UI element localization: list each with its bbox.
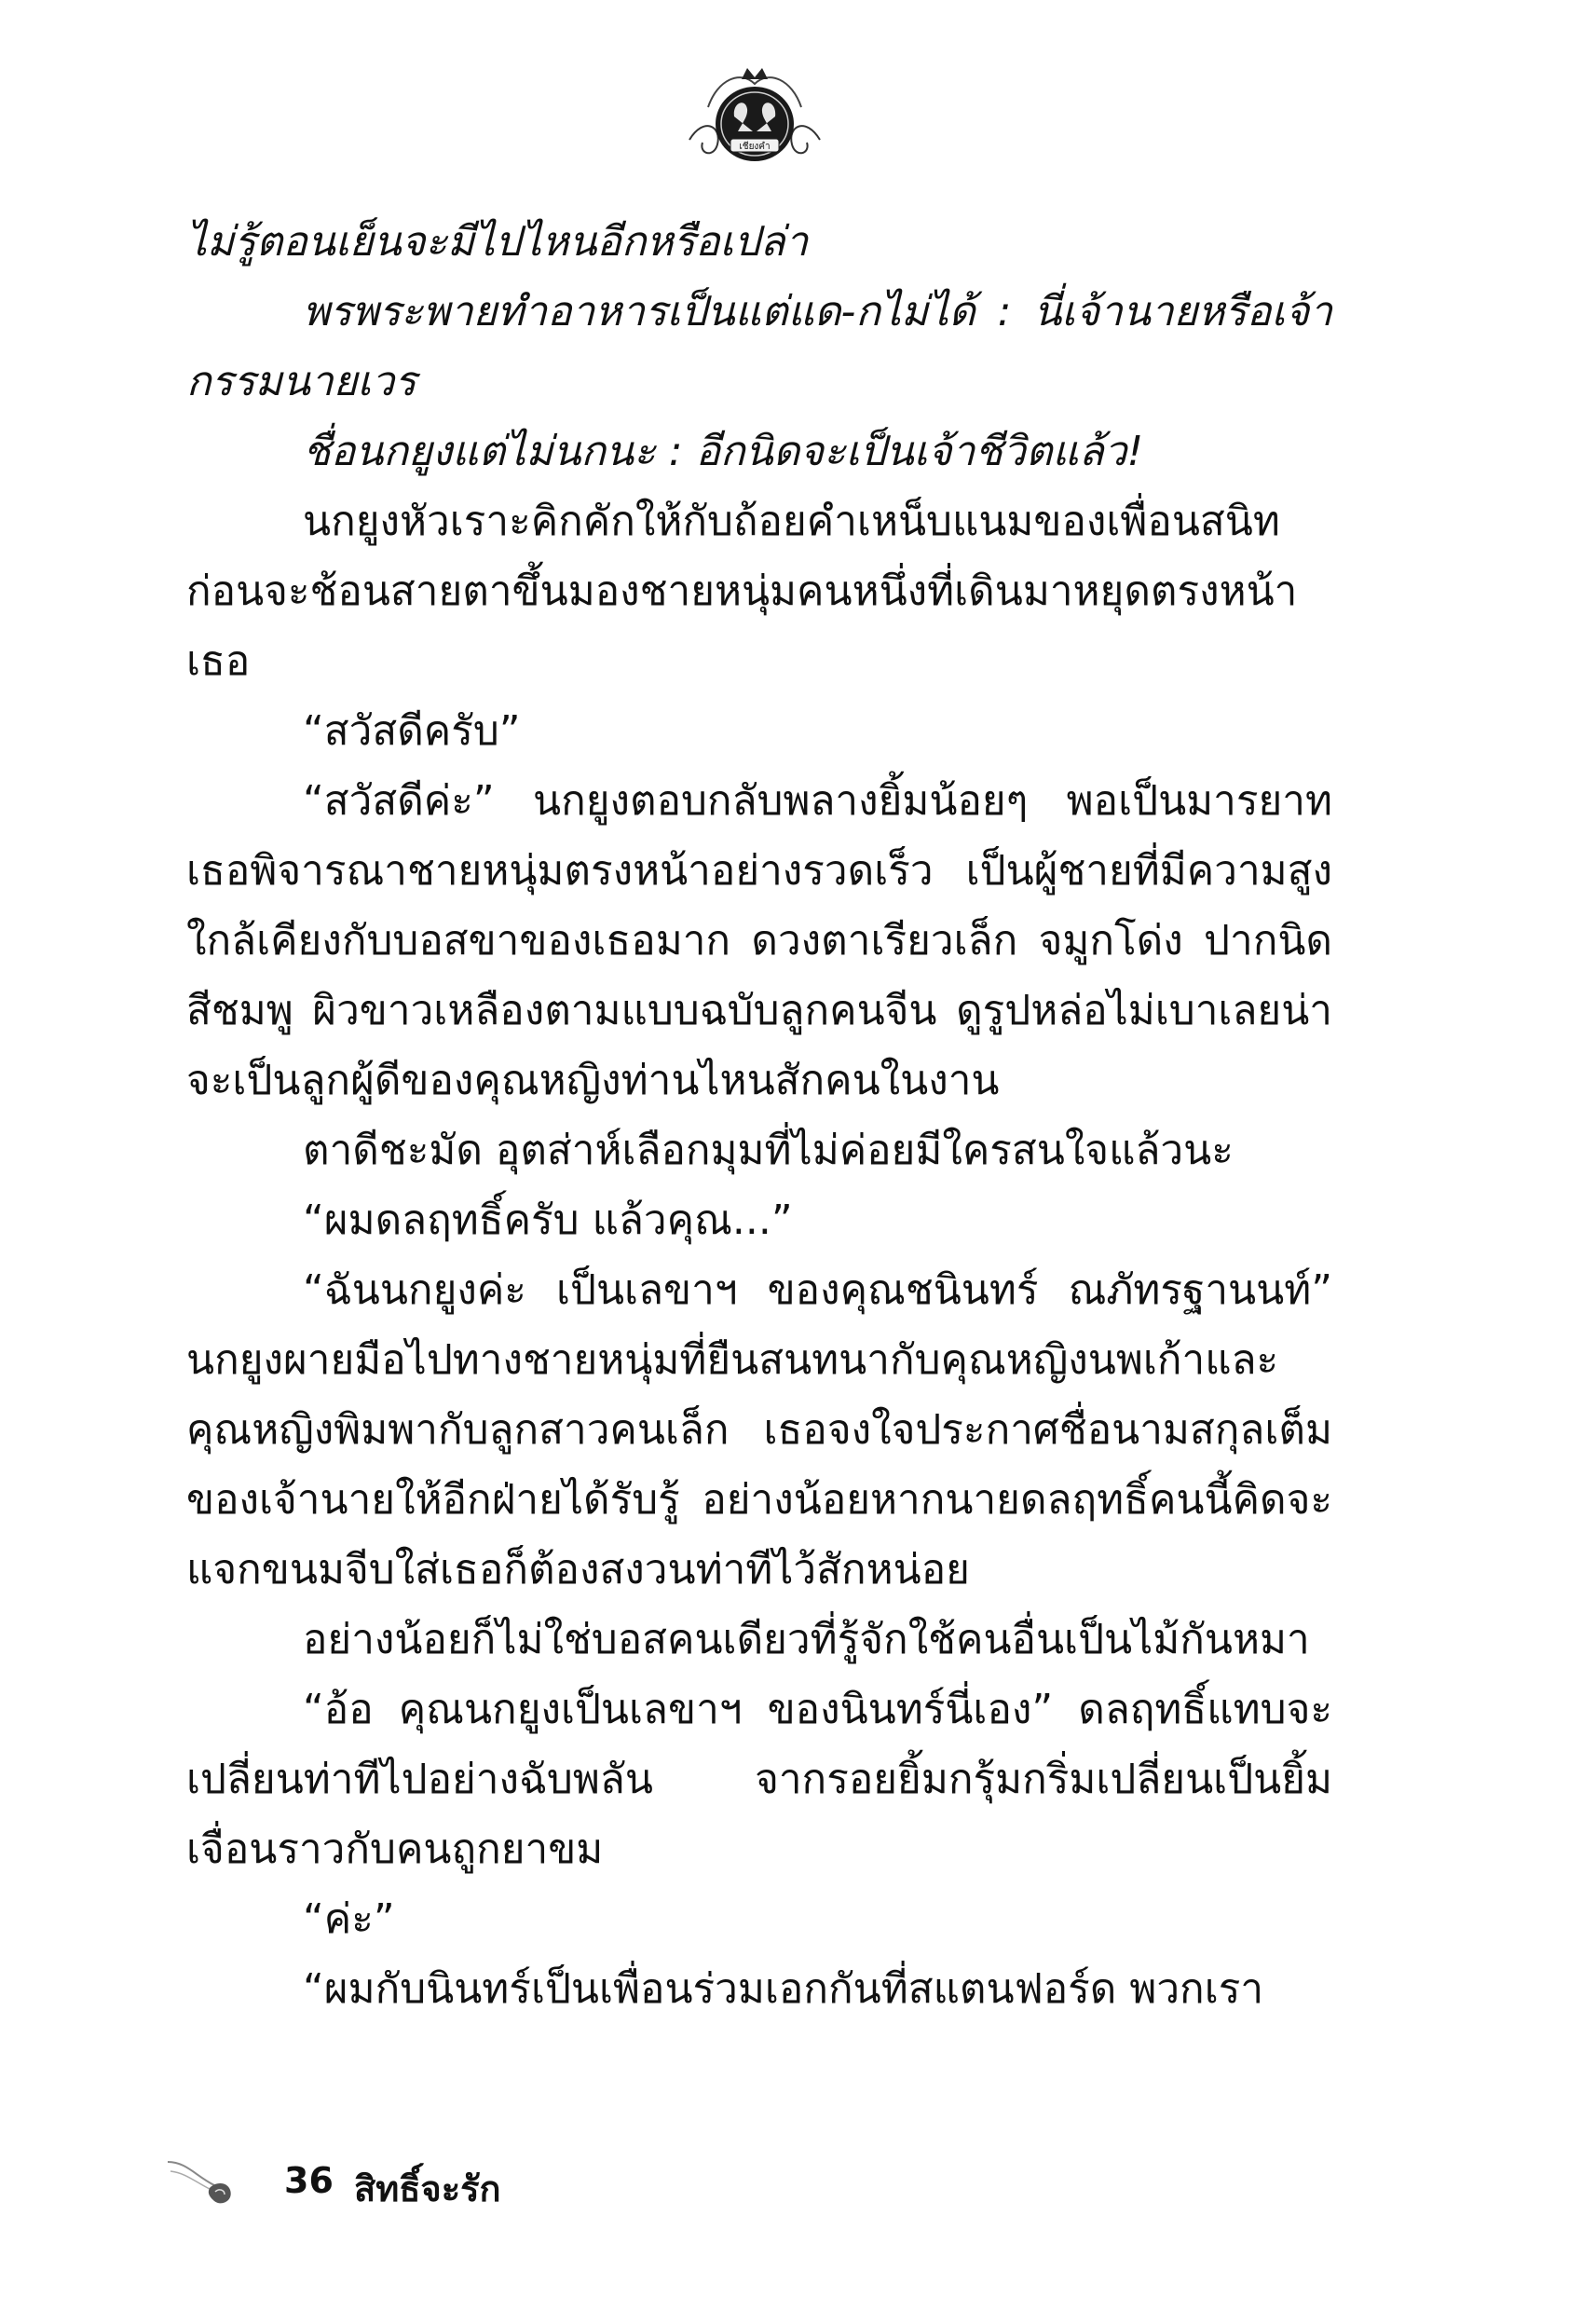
paragraph: “สวัสดีค่ะ” นกยูงตอบกลับพลางยิ้มน้อยๆ พอเป็นมารยาทเธอพิจารณาชายหนุ่มตรงหน้าอย่างรวดเร็ว เป็นผู้ชายที่มีความสูงใกล้เคียงกับบอสขาของเธอมาก ดวงตาเรียวเล็ก จมูกโด่ง ปากนิดสีชมพู ผิวขาวเหลืองตามแบบฉบับลูกคนจีน ดูรูปหล่อไม่เบาเลยน่าจะเป็นลูกผู้ดีของคุณหญิงท่านไหนสักคนในงาน xyxy=(186,777,1332,1104)
paragraph: อย่างน้อยก็ไม่ใช่บอสคนเดียวที่รู้จักใช้คนอื่นเป็นไม้กันหมา xyxy=(303,1616,1310,1663)
paragraph: “ค่ะ” xyxy=(303,1895,395,1943)
paragraph: “ผมดลฤทธิ์ครับ แล้วคุณ...” xyxy=(303,1197,793,1244)
paragraph: นกยูงหัวเราะคิกคักให้กับถ้อยคำเหน็บแนมของเพื่อนสนิทก่อนจะช้อนสายตาขึ้นมองชายหนุ่มคนหนึ่งที่เดินมาหยุดตรงหน้าเธอ xyxy=(186,498,1298,685)
page-number: 36 xyxy=(284,2160,334,2201)
paragraph: พรพระพายทำอาหารเป็นแต่แด-กไม่ได้ : นี่เจ้านายหรือเจ้ากรรมนายเวร xyxy=(186,288,1332,405)
paragraph: “ผมกับนินทร์เป็นเพื่อนร่วมเอกกันที่สแตนฟอร์ด พวกเรา xyxy=(303,1965,1264,2013)
emblem-ornament-icon xyxy=(680,51,829,172)
quill-ornament-icon xyxy=(163,2134,275,2218)
paragraph: ไม่รู้ตอนเย็นจะมีไปไหนอีกหรือเปล่า xyxy=(186,218,809,266)
publisher-emblem xyxy=(680,51,829,172)
body-text xyxy=(186,207,1332,2024)
paragraph: “อ้อ คุณนกยูงเป็นเลขาฯ ของนินทร์นี่เอง” ดลฤทธิ์แทบจะเปลี่ยนท่าทีไปอย่างฉับพลัน จากรอยยิ้มกรุ้มกริ่มเปลี่ยนเป็นยิ้มเจื่อนราวกับคนถูกยาขม xyxy=(186,1686,1332,1873)
paragraph: “ฉันนกยูงค่ะ เป็นเลขาฯ ของคุณชนินทร์ ณภัทรฐานนท์” นกยูงผายมือไปทางชายหนุ่มที่ยืนสนทนากับคุณหญิงนพเก้าและคุณหญิงพิมพากับลูกสาวคนเล็ก เธอจงใจประกาศชื่อนามสกุลเต็มของเจ้านายให้อีกฝ่ายได้รับรู้ อย่างน้อยหากนายดลฤทธิ์คนนี้คิดจะแจกขนมจีบใส่เธอก็ต้องสงวนท่าทีไว้สักหน่อย xyxy=(186,1266,1332,1593)
paragraph: ตาดีชะมัด อุตส่าห์เลือกมุมที่ไม่ค่อยมีใครสนใจแล้วนะ xyxy=(303,1127,1234,1174)
paragraph: “สวัสดีครับ” xyxy=(303,707,521,755)
emblem-label: เชียงคำ xyxy=(739,142,771,152)
paragraph: ชื่อนกยูงแต่ไม่นกนะ : อีกนิดจะเป็นเจ้าชีวิตแล้ว! xyxy=(303,428,1144,475)
book-title: สิทธิ์จะรัก xyxy=(354,2168,501,2209)
page-footer xyxy=(163,2134,722,2227)
